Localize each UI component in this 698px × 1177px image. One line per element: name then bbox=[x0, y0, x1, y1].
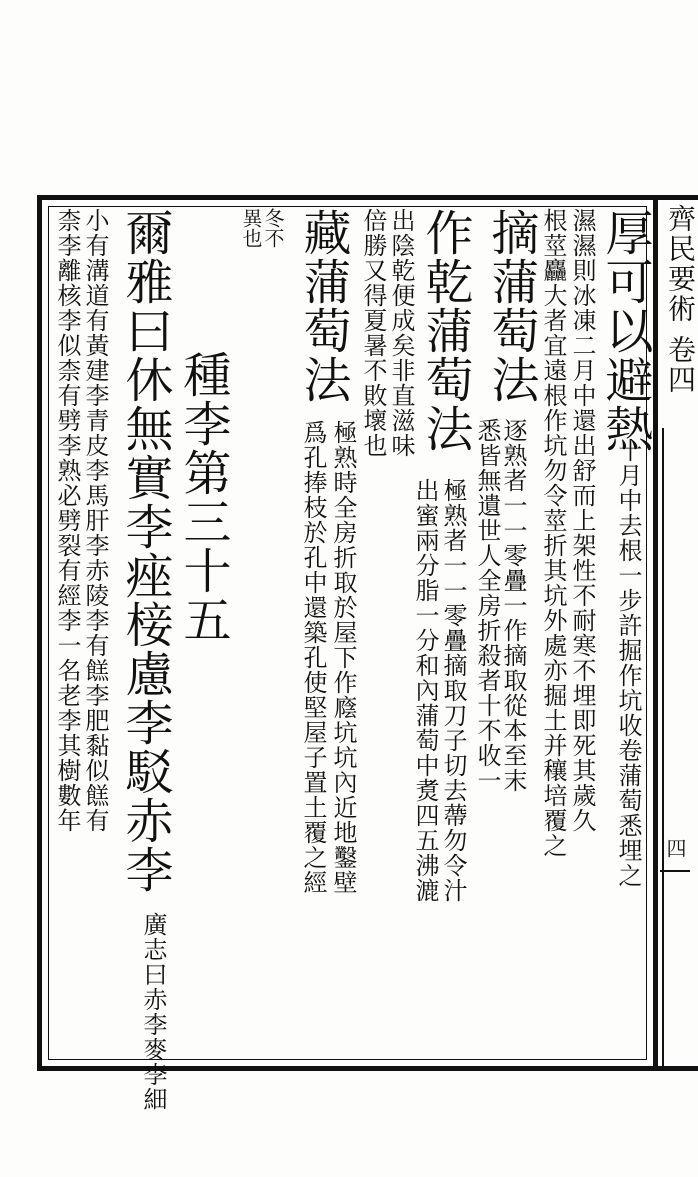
text-column-11: 爲孔捧枝於孔中還築孔使堅屋子置土覆之經 bbox=[299, 420, 327, 895]
spine-title: 齊民要術 卷四 bbox=[664, 204, 697, 395]
spine-page-mark: 四 bbox=[663, 838, 687, 858]
text-column-14-heading: 種李第三十五 bbox=[175, 350, 231, 644]
text-column-7: 出蜜兩分脂一分和內蒲萄中煑四五沸漉 bbox=[411, 478, 439, 903]
text-column-1: 厚可以避熱 bbox=[597, 208, 653, 453]
text-column-2: 濕濕則冰凍二月中還出舒而上架性不耐寒不埋即死其歲久 bbox=[568, 208, 596, 833]
text-column-6-note: 極熟者一一零疊摘取刀子切去蔕勿令汁 bbox=[439, 478, 467, 903]
text-column-10-heading: 藏蒲萄法 bbox=[295, 208, 351, 404]
text-column-5: 悉皆無遺世人全房折殺者十不收一 bbox=[473, 418, 501, 793]
text-column-16: 小有溝道有黃建李青皮李馬肝李赤陵李有餻李肥黏似餻有 bbox=[81, 208, 109, 833]
text-column-15: 爾雅曰休無實李痤椄慮李駁赤李 bbox=[117, 208, 173, 894]
text-column-15-note: 廣志曰赤李麥李細 bbox=[139, 912, 167, 1112]
text-column-17: 柰李離核李似柰有劈李熟必劈裂有經李一名老李其樹數年 bbox=[53, 208, 81, 833]
book-spine bbox=[658, 195, 698, 1071]
text-column-10-note: 極熟時全房折取於屋下作廕坑坑內近地鑿壁 bbox=[329, 420, 357, 895]
spine-rule bbox=[662, 428, 664, 1068]
text-column-3: 根莖麤大者宜遠根作坑勿令莖折其坑外處亦掘土并穰培覆之 bbox=[539, 208, 567, 858]
text-column-8: 出陰乾便成矣非直滋味 bbox=[387, 208, 415, 458]
spine-tick bbox=[660, 870, 690, 872]
text-column-4-note: 逐熟者一一零疊一作摘取從本至末 bbox=[499, 418, 527, 793]
text-column-1-note: 十月中去根一步許掘作坑收卷蒲萄悉埋之 bbox=[614, 438, 642, 888]
text-column-13: 異也 bbox=[239, 208, 263, 248]
text-column-6-heading: 作乾蒲萄法 bbox=[417, 208, 473, 453]
text-column-12: 冬不 bbox=[261, 208, 285, 248]
text-column-4-heading: 摘蒲萄法 bbox=[483, 208, 539, 404]
text-column-9: 倍勝又得夏暑不敗壞也 bbox=[359, 208, 387, 458]
